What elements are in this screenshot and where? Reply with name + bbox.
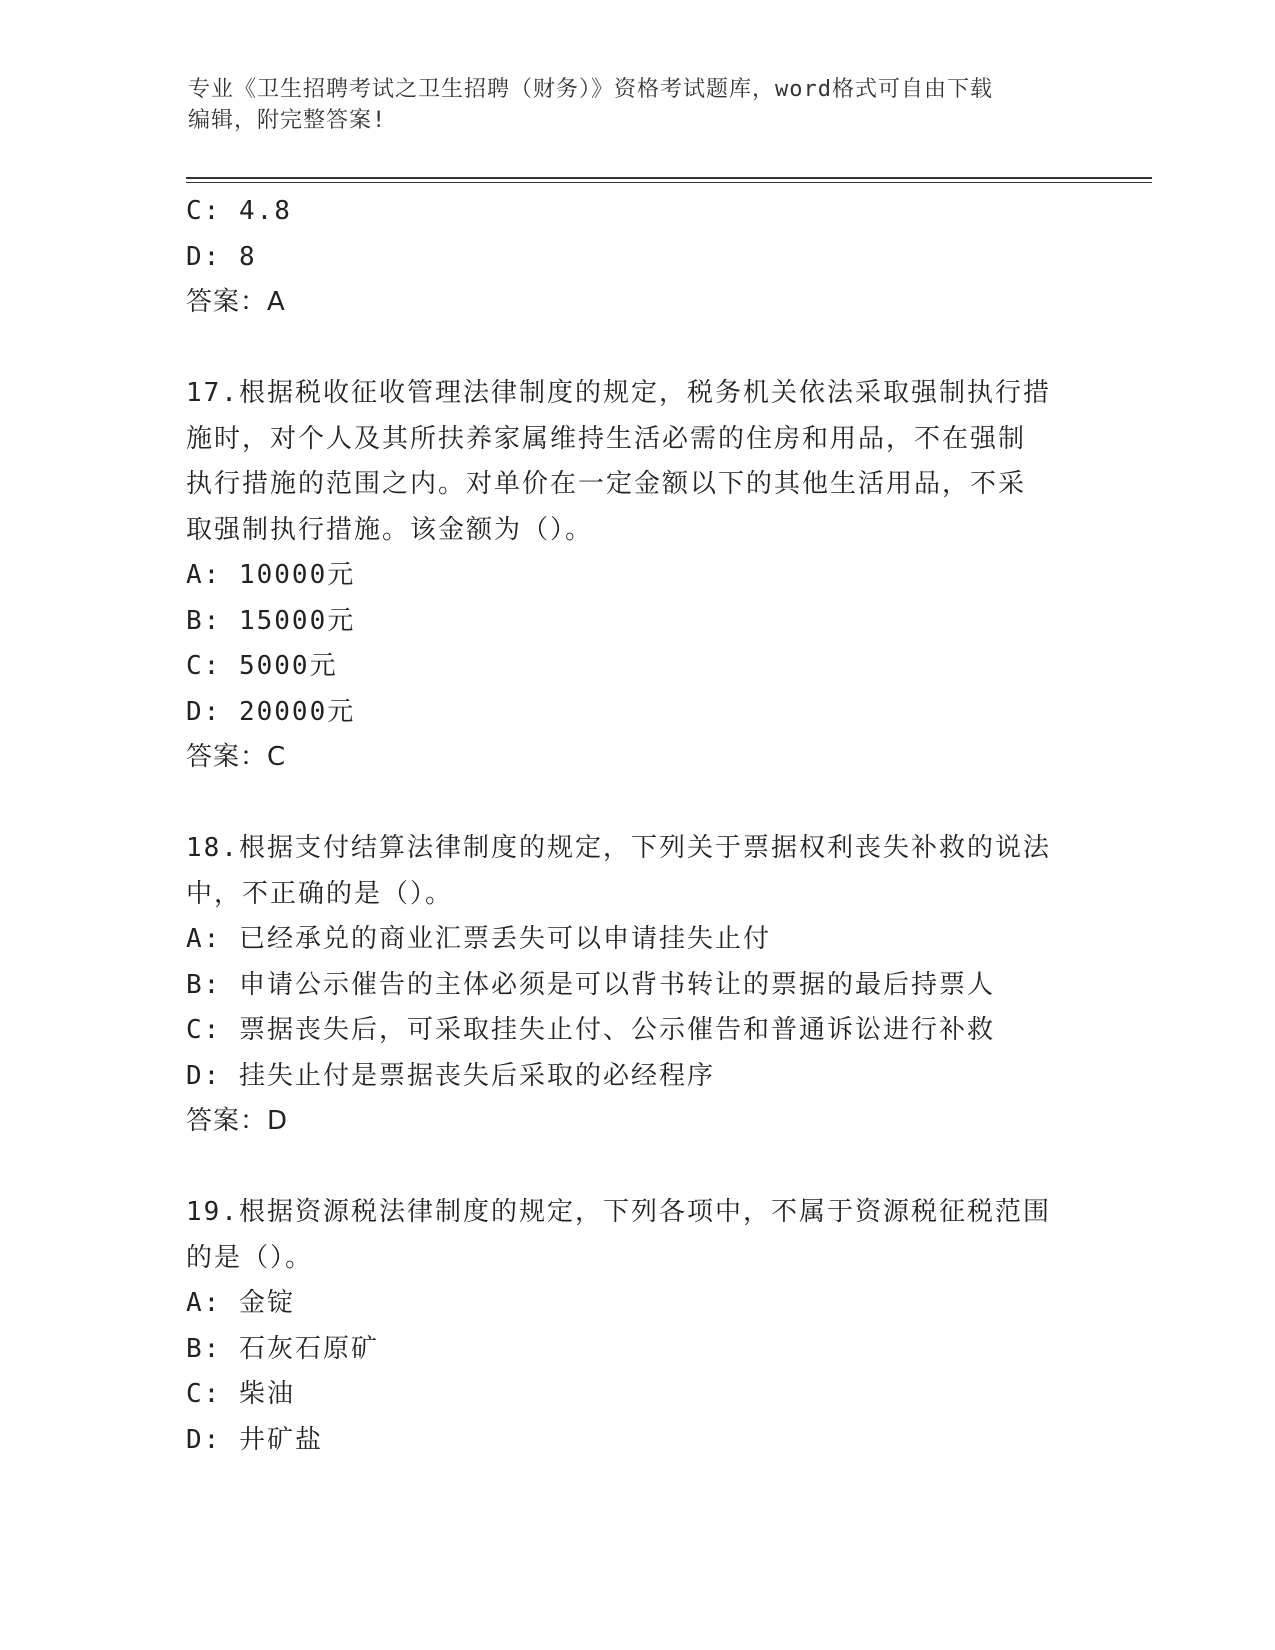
header-line-1: 专业《卫生招聘考试之卫生招聘（财务）》资格考试题库，word格式可自由下载 [188,77,993,102]
option-a: A: 已经承兑的商业汇票丢失可以申请挂失止付 [186,924,771,954]
answer: 答案：D [186,1106,289,1136]
answer: 答案：A [186,287,286,317]
option-a: A: 金锭 [186,1288,295,1318]
option-c: C: 柴油 [186,1379,295,1409]
question-text-line: 17.根据税收征收管理法律制度的规定，税务机关依法采取强制执行措 [186,378,1051,408]
question-text-line: 18.根据支付结算法律制度的规定，下列关于票据权利丧失补救的说法 [186,833,1051,863]
option-b: B: 石灰石原矿 [186,1333,379,1364]
header-rule-thick [186,177,1152,179]
question-text-line: 执行措施的范围之内。对单价在一定金额以下的其他生活用品，不采 [186,469,1027,499]
answer: 答案：C [186,742,287,772]
question-17 [186,371,1086,781]
question-text-line: 取强制执行措施。该金额为（）。 [186,514,594,545]
question-18 [186,826,1086,1145]
question-16 [186,189,1086,326]
option-d: D: 20000元 [186,696,356,727]
option-c: C: 票据丧失后，可采取挂失止付、公示催告和普通诉讼进行补救 [186,1015,995,1045]
option-c: C: 5000元 [186,651,338,681]
question-text-line: 中，不正确的是（）。 [186,878,454,909]
question-text-line: 施时，对个人及其所扶养家属维持生活必需的住房和用品，不在强制 [186,423,1027,454]
question-19 [186,1190,1086,1463]
question-text-line: 的是（）。 [186,1242,314,1273]
option-c: C: 4.8 [186,196,292,226]
document-header [188,74,1068,136]
header-line-2: 编辑，附完整答案! [188,108,387,133]
header-rule-thin [186,182,1152,183]
question-list [186,189,1086,1463]
option-b: B: 15000元 [186,605,356,636]
option-b: B: 申请公示催告的主体必须是可以背书转让的票据的最后持票人 [186,969,995,1000]
option-d: D: 挂失止付是票据丧失后采取的必经程序 [186,1060,715,1091]
option-d: D: 8 [186,241,257,272]
option-d: D: 井矿盐 [186,1424,323,1455]
question-text-line: 19.根据资源税法律制度的规定，下列各项中，不属于资源税征税范围 [186,1197,1051,1227]
option-a: A: 10000元 [186,560,356,590]
